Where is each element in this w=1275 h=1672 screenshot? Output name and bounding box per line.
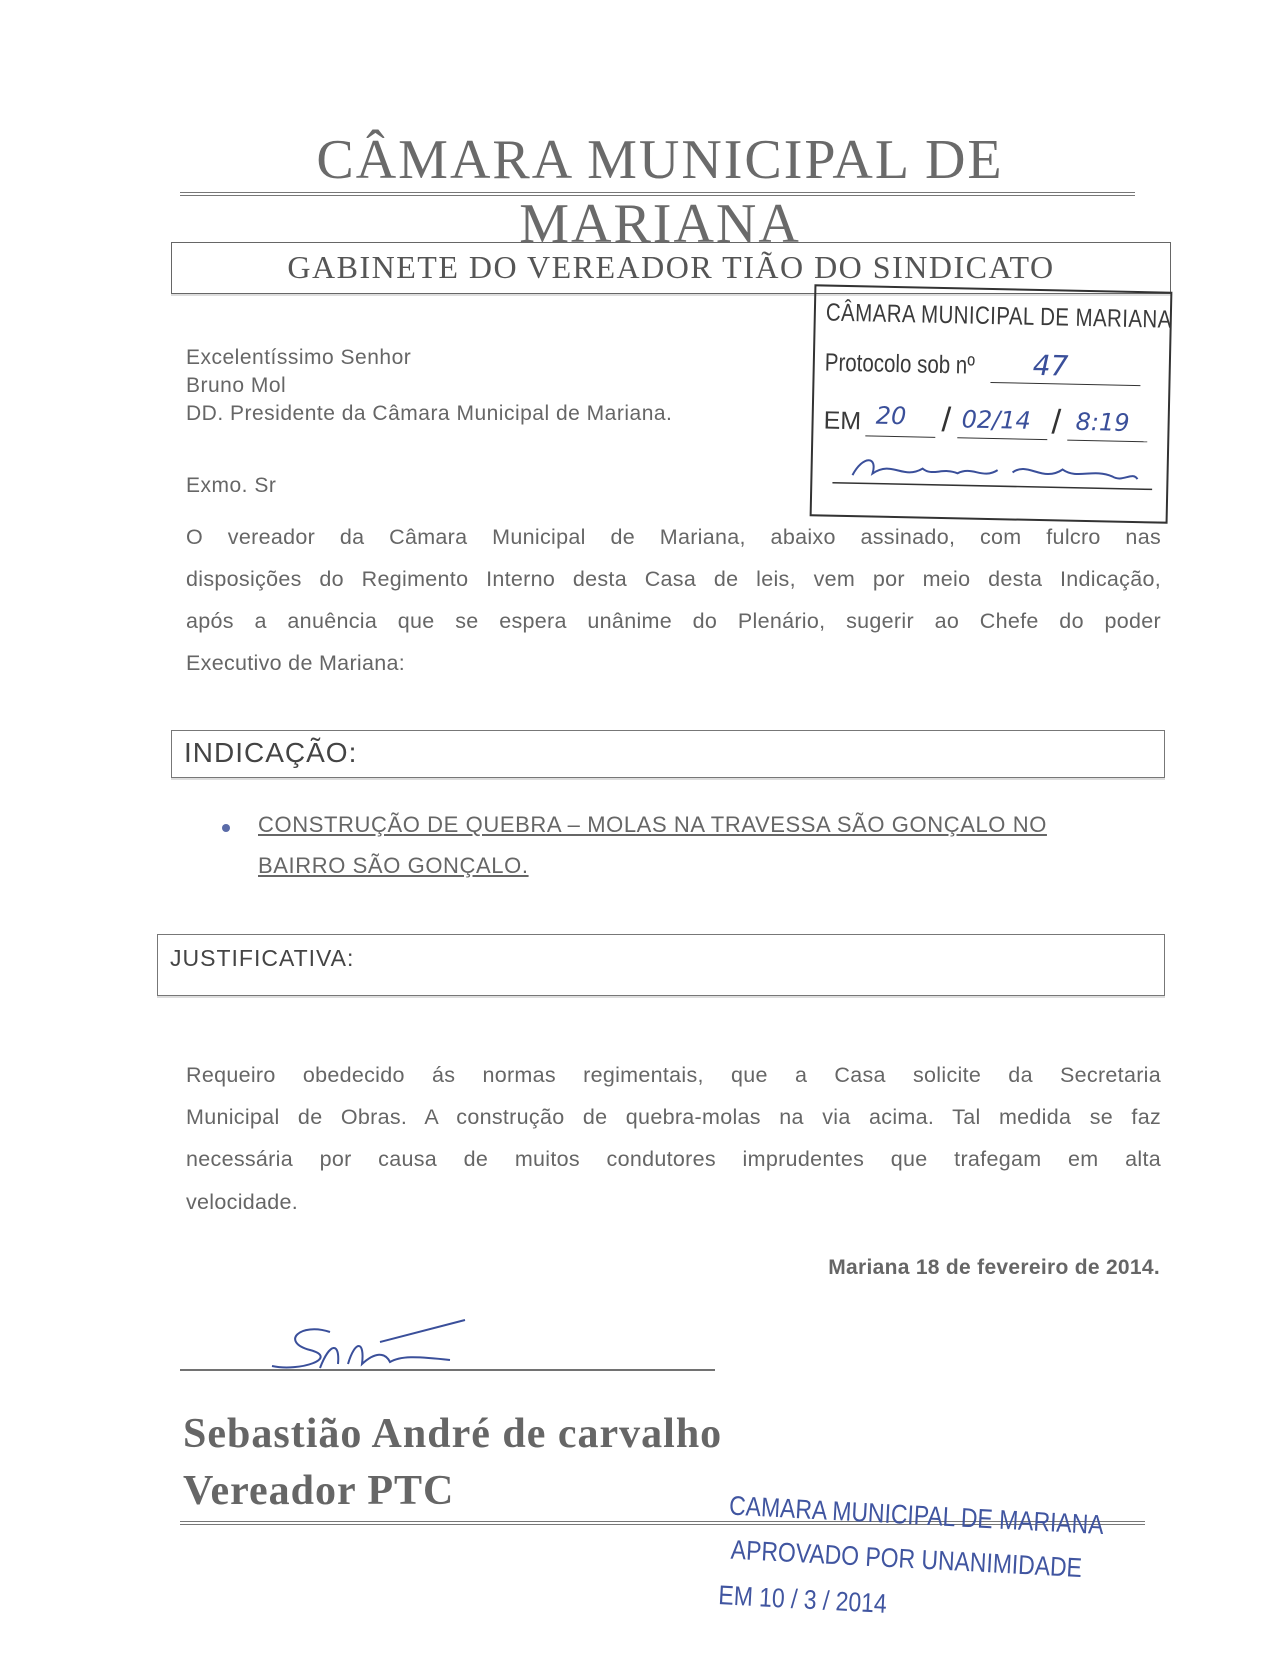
intro-line-1: O vereador da Câmara Municipal de Mariana, abaixo assinado, com fulcro nas [186,525,1161,549]
justificativa-line-1: Requeiro obedecido ás normas regimentais, que a Casa solicite da Secretaria [186,1063,1161,1087]
indicacao-box [171,730,1165,778]
office-title: GABINETE DO VEREADOR TIÃO DO SINDICATO [287,249,1055,285]
justificativa-label: JUSTIFICATIVA: [170,945,355,971]
justificativa-line-3: necessária por causa de muitos condutores imprudentes que trafegam em alta [186,1147,1161,1171]
intro-line-3: após a anuência que se espera unânime do Plenário, sugerir ao Chefe do poder [186,609,1161,633]
title-rule-2 [180,195,1135,196]
month-line [957,437,1047,440]
handwritten-signature [180,1312,720,1382]
protocol-stamp-title: CÂMARA MUNICIPAL DE MARIANA [825,298,1173,334]
protocol-label [825,349,976,381]
salutation: Exmo. Sr [186,474,277,497]
indicacao-label: INDICAÇÃO: [184,737,358,768]
date-line: Mariana 18 de fevereiro de 2014. [828,1256,1160,1279]
approval-stamp [712,1490,1140,1672]
day-line [865,435,935,437]
approval-stamp-line-3: EM 10 / 3 / 2014 [717,1580,888,1619]
title-rule [180,192,1135,193]
intro-line-4: Executivo de Mariana: [186,651,406,675]
protocol-stamp [810,284,1173,523]
addressee-line-2: Bruno Mol [186,374,287,397]
signer-name: Sebastião André de carvalho [183,1411,723,1457]
protocol-label-text: Protocolo sob nº [824,348,976,380]
bullet-icon [222,824,230,832]
protocol-month-year: 02/14 [961,405,1032,435]
office-box [171,242,1171,294]
addressee-line-3: DD. Presidente da Câmara Municipal de Mariana. [186,402,673,425]
intro-line-2: disposições do Regimento Interno desta Casa de leis, vem por meio desta Indicação, [186,567,1161,591]
slash-1: / [941,400,952,440]
page-title: CÂMARA MUNICIPAL DE MARIANA [316,129,1004,255]
justificativa-line-2: Municipal de Obras. A construção de quebra-molas na via acima. Tal medida se faz [186,1105,1161,1129]
time-line [1067,440,1147,443]
indicacao-item-line-1: CONSTRUÇÃO DE QUEBRA – MOLAS NA TRAVESSA SÃO GONÇALO NO [258,812,1047,837]
em-label: EM [823,406,862,436]
indicacao-item-line-2: BAIRRO SÃO GONÇALO. [258,853,529,878]
protocol-time: 8:19 [1075,407,1130,437]
protocol-day: 20 [875,401,907,431]
slash-2: / [1051,403,1062,442]
signer-role: Vereador PTC [183,1468,455,1514]
addressee-line-1: Excelentíssimo Senhor [186,346,412,369]
justificativa-line-4: velocidade. [186,1190,299,1214]
approval-stamp-line-1: CAMARA MUNICIPAL DE MARIANA [728,1490,1105,1541]
justificativa-box [157,934,1165,996]
protocol-number-line [990,382,1140,386]
approval-stamp-line-2: APROVADO POR UNANIMIDADE [730,1534,1083,1584]
receiver-signature [832,445,1153,502]
protocol-number: 47 [1032,348,1069,383]
